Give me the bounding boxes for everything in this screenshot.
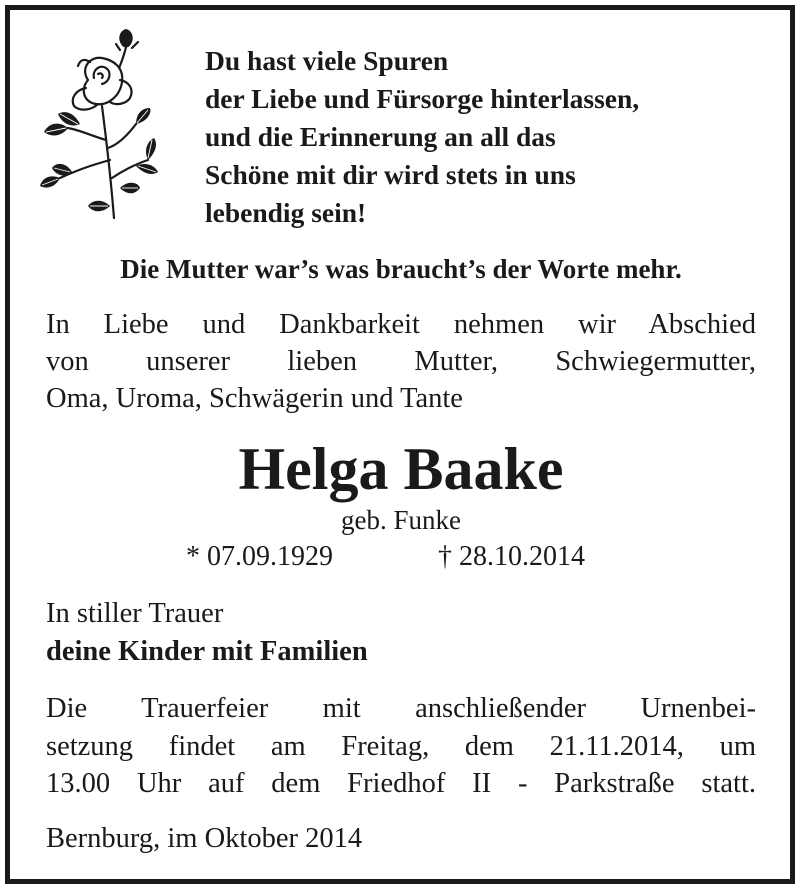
poem-line: lebendig sein! (205, 197, 367, 228)
mourners-line: In stiller Trauer (46, 598, 224, 629)
quote: Die Mutter war’s was braucht’s der Worte mehr. (120, 254, 682, 284)
death-date: † 28.10.2014 (438, 541, 585, 572)
birth-name: geb. Funke (341, 505, 461, 535)
funeral-line: 13.00 Uhr auf dem Friedhof II - Parkstraße statt. (46, 768, 756, 799)
poem-line: der Liebe und Fürsorge hinterlassen, (205, 83, 640, 114)
poem-line: und die Erinnerung an all das (205, 121, 556, 152)
mourners (46, 595, 756, 671)
intro-line: von unserer lieben Mutter, Schwiegermutter, (46, 346, 756, 377)
rose-icon (40, 28, 160, 223)
life-dates (0, 540, 800, 576)
poem-line: Schöne mit dir wird stets in uns (205, 159, 576, 190)
intro-line: In Liebe und Dankbarkeit nehmen wir Abschied (46, 309, 756, 340)
poem-line: Du hast viele Spuren (205, 45, 449, 76)
birth-date: * 07.09.1929 (186, 541, 333, 572)
mourners-family: deine Kinder mit Familien (46, 636, 368, 667)
funeral-info (46, 690, 756, 803)
funeral-line: Die Trauerfeier mit anschließender Urnenbei- (46, 693, 756, 724)
funeral-line: setzung findet am Freitag, dem 21.11.2014, um (46, 730, 756, 762)
place-date: Bernburg, im Oktober 2014 (46, 823, 363, 854)
deceased-name: Helga Baake (238, 436, 564, 502)
intro-text (46, 306, 756, 417)
intro-line: Oma, Uroma, Schwägerin und Tante (46, 383, 463, 414)
poem (205, 42, 775, 232)
